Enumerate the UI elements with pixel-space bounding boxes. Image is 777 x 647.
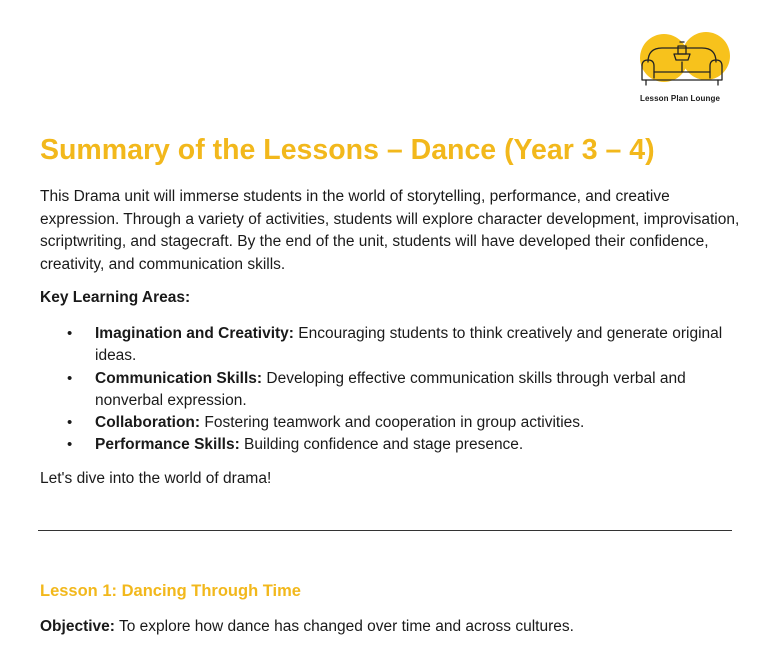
key-learning-list: [0, 323, 777, 457]
list-item-text: Building confidence and stage presence.: [239, 436, 524, 454]
list-item-term: Communication Skills:: [95, 369, 263, 387]
objective-label: Objective:: [40, 618, 115, 635]
lesson-heading: Lesson 1: Dancing Through Time: [40, 582, 301, 600]
page-title: Summary of the Lessons – Dance (Year 3 – 4): [40, 134, 655, 166]
list-item-text: Encouraging students to think creatively and generate original ideas.: [95, 325, 723, 365]
list-item-term: Imagination and Creativity:: [95, 325, 294, 342]
lesson-objective: [40, 618, 574, 636]
bullet-icon: •: [67, 436, 73, 454]
list-item: [0, 323, 725, 368]
list-item-term: Performance Skills:: [95, 436, 240, 454]
objective-text: To explore how dance has changed over time and across cultures.: [114, 618, 574, 635]
bullet-icon: •: [67, 325, 73, 342]
logo-text: Lesson Plan Lounge: [639, 94, 721, 103]
list-item-term: Collaboration:: [95, 414, 201, 432]
section-divider: [38, 530, 732, 531]
intro-paragraph: This Drama unit will immerse students in the world of storytelling, performance, and creative expression. Through a variety of activities, students will explore character development, improvisation, scriptwriting, and stagecraft. By the end of the unit, students will have developed their confidence, creativity, and communication skills.: [40, 188, 740, 273]
list-item-text: Developing effective communication skills through verbal and nonverbal expression.: [95, 369, 686, 409]
bullet-icon: •: [67, 369, 73, 387]
list-item: [0, 434, 725, 456]
key-learning-heading: Key Learning Areas:: [40, 289, 191, 306]
bullet-icon: •: [67, 414, 73, 432]
list-item: [0, 368, 725, 413]
brand-logo: [630, 32, 734, 108]
sofa-icon: [634, 32, 730, 92]
list-item: [0, 412, 725, 434]
list-item-text: Fostering teamwork and cooperation in group activities.: [200, 414, 585, 432]
outro-text: Let's dive into the world of drama!: [40, 470, 272, 487]
